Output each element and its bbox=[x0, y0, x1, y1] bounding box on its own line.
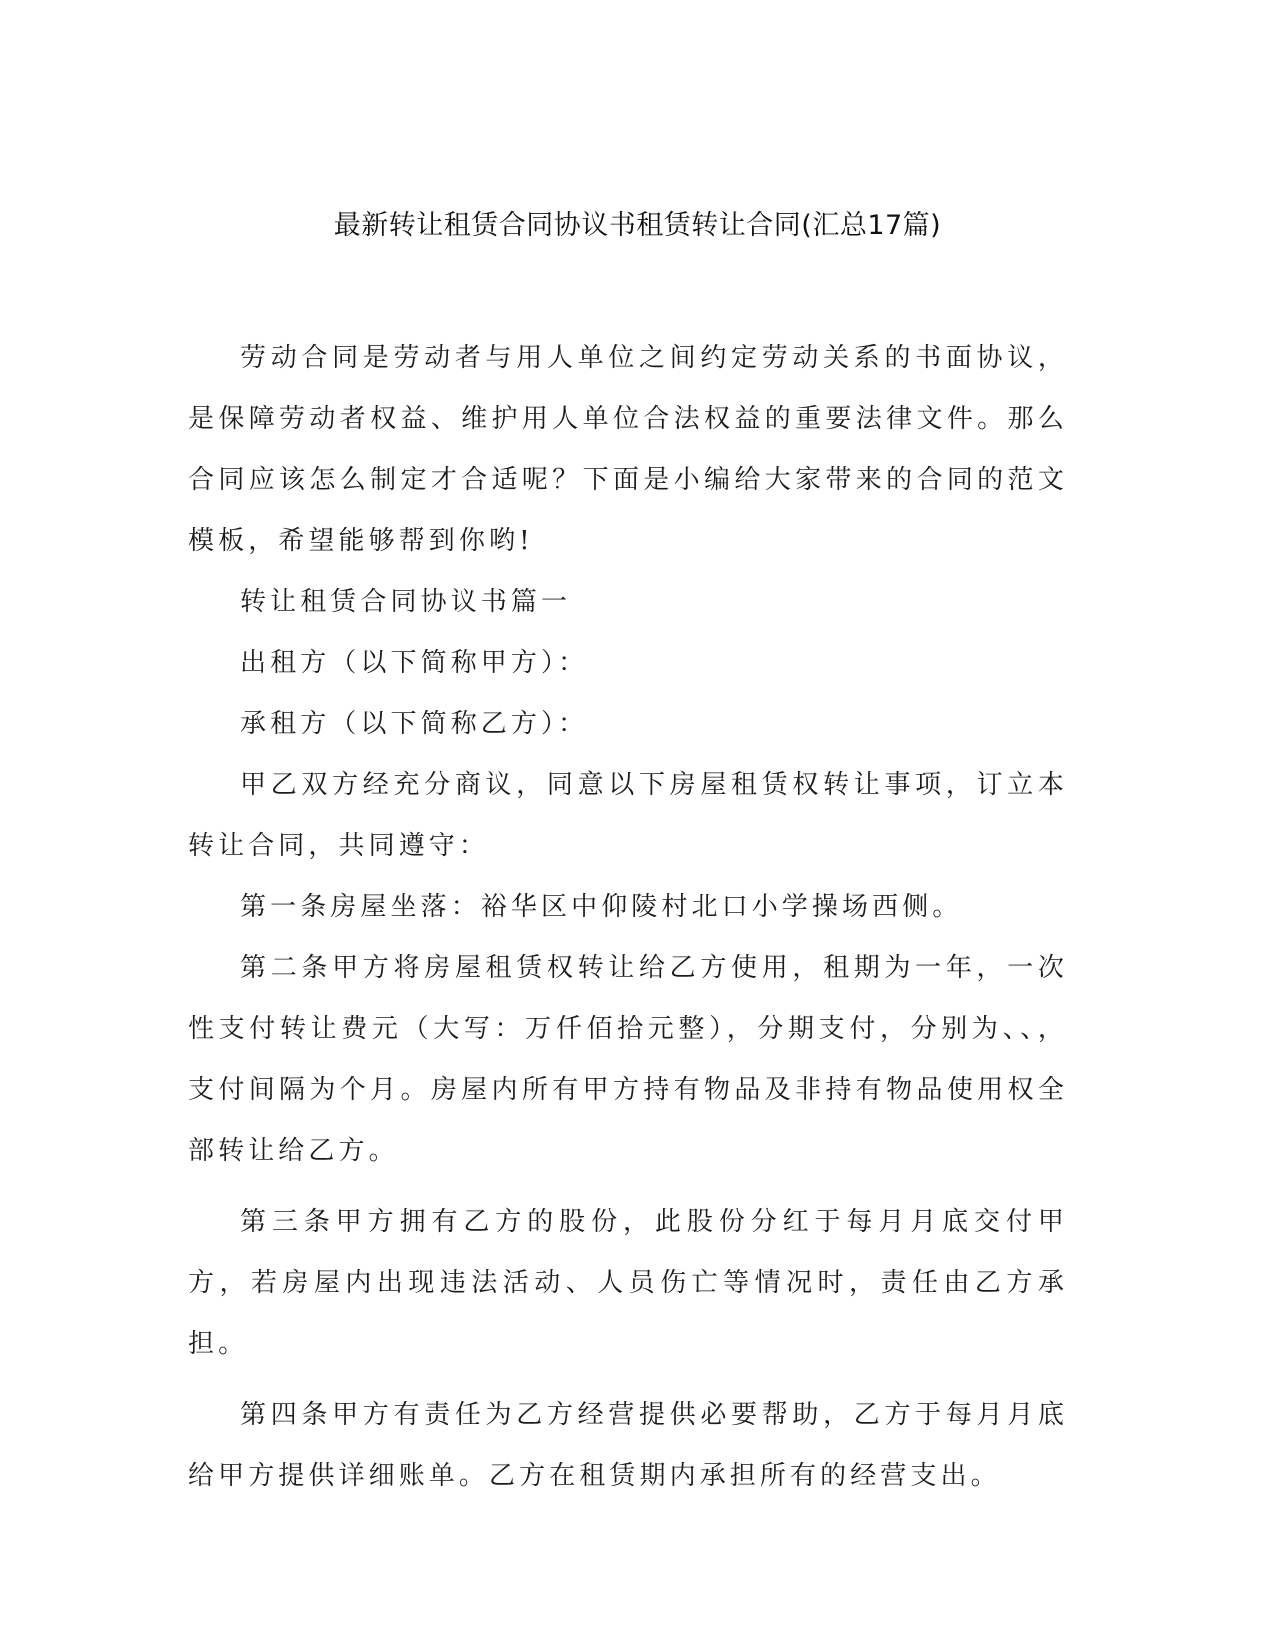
article-three: 第三条甲方拥有乙方的股份，此股份分红于每月月底交付甲方，若房屋内出现违法活动、人员伤亡等情况时，责任由乙方承担。 bbox=[188, 1207, 1068, 1359]
article-two: 第二条甲方将房屋租赁权转让给乙方使用，租期为一年，一次性支付转让费元（大写：万仟佰拾元整），分期支付，分别为、、，支付间隔为个月。房屋内所有甲方持有物品及非持有物品使用权全部转让给乙方。 bbox=[188, 953, 1068, 1166]
document-title: 最新转让租赁合同协议书租赁转让合同(汇总17篇) bbox=[333, 210, 942, 241]
agreement-preamble: 甲乙双方经充分商议，同意以下房屋租赁权转让事项，订立本转让合同，共同遵守： bbox=[188, 770, 1068, 861]
document-body bbox=[188, 328, 1068, 1507]
lessee-line: 承租方（以下简称乙方）： bbox=[240, 709, 589, 739]
lessor-line: 出租方（以下简称甲方）： bbox=[240, 648, 589, 678]
article-four: 第四条甲方有责任为乙方经营提供必要帮助，乙方于每月月底给甲方提供详细账单。乙方在租赁期内承担所有的经营支出。 bbox=[188, 1400, 1068, 1491]
article-one: 第一条房屋坐落：裕华区中仰陵村北口小学操场西侧。 bbox=[240, 892, 963, 922]
intro-paragraph: 劳动合同是劳动者与用人单位之间约定劳动关系的书面协议，是保障劳动者权益、维护用人单位合法权益的重要法律文件。那么合同应该怎么制定才合适呢？下面是小编给大家带来的合同的范文模板，希望能够帮到你哟! bbox=[188, 343, 1068, 556]
section-heading-part-one: 转让租赁合同协议书篇一 bbox=[240, 587, 572, 617]
